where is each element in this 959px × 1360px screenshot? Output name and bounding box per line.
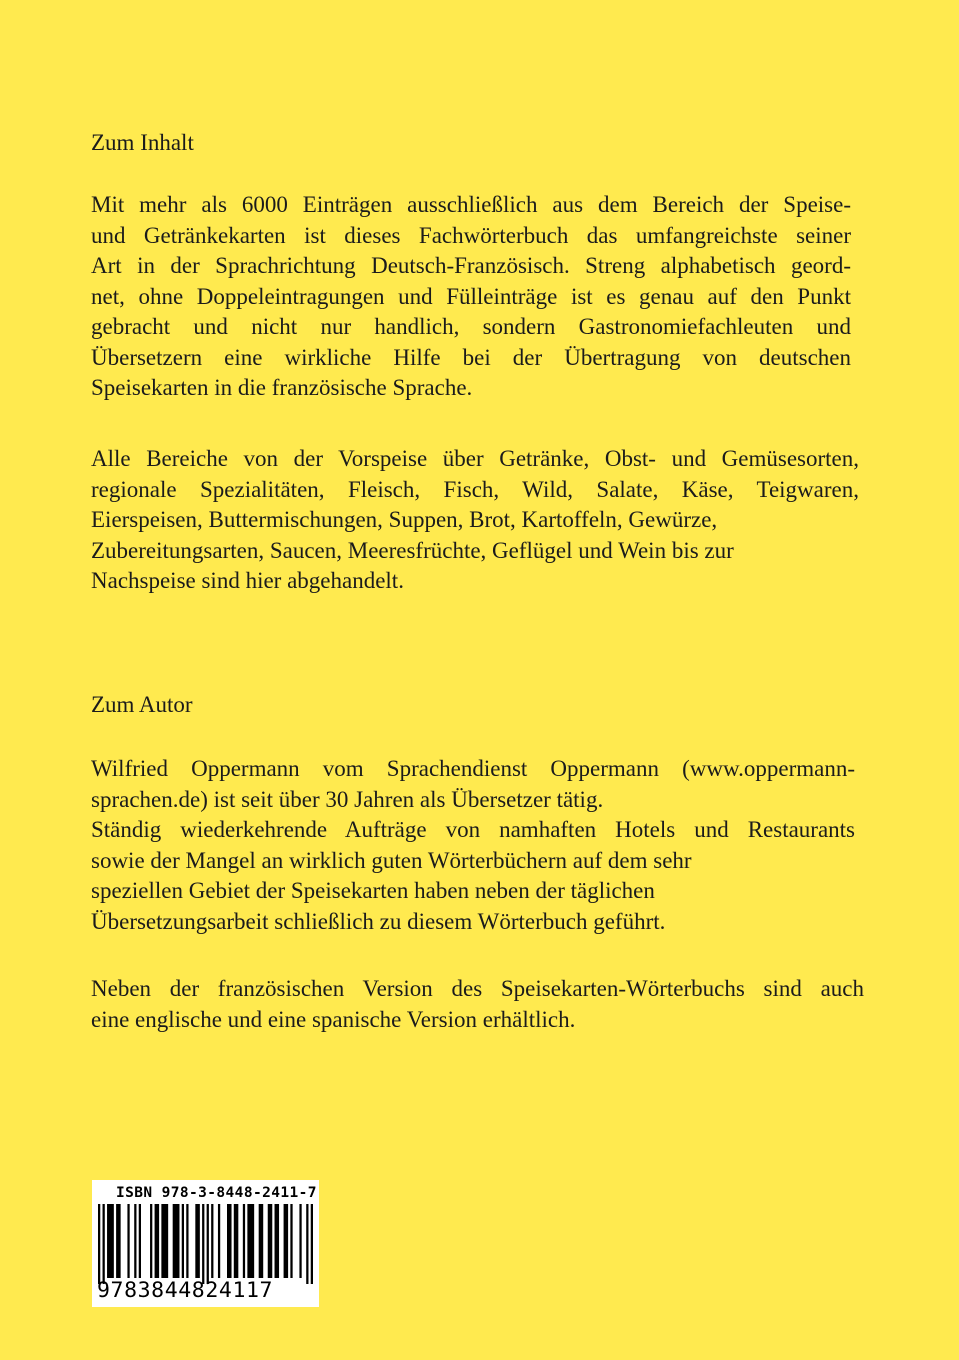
barcode-bar: [134, 1204, 136, 1278]
barcode-bar: [186, 1204, 188, 1278]
barcode-guard-bar: [98, 1204, 100, 1284]
barcode-bar: [247, 1204, 254, 1278]
barcode-bar: [182, 1204, 184, 1278]
barcode-bar: [127, 1204, 129, 1278]
autor-paragraph-2: [91, 974, 864, 1035]
section-heading-inhalt: Zum Inhalt: [91, 130, 194, 155]
barcode-bar: [107, 1204, 114, 1278]
barcode-bar: [211, 1204, 213, 1278]
barcode-bar: [227, 1204, 232, 1278]
text-line: gebracht und nicht nur handlich, sondern Gastronomiefachleuten und: [91, 314, 851, 339]
barcode-guard-bar: [306, 1204, 308, 1284]
barcode-guard-bar: [311, 1204, 313, 1284]
barcode-bar: [116, 1204, 121, 1278]
text-line: Mit mehr als 6000 Einträgen ausschließlich aus dem Bereich der Speise-: [91, 192, 851, 217]
text-line: Übersetzern eine wirkliche Hilfe bei der Übertragung von deutschen: [91, 344, 851, 370]
barcode-bar: [259, 1204, 264, 1278]
barcode-bar: [243, 1204, 245, 1278]
barcode-bar: [268, 1204, 273, 1278]
barcode-bar: [218, 1204, 220, 1278]
text-line: net, ohne Doppeleintragungen und Fülleinträge ist es genau auf den Punkt: [91, 283, 851, 309]
barcode-bar: [173, 1204, 180, 1278]
text-line: speziellen Gebiet der Speisekarten haben neben der täglichen: [91, 878, 655, 903]
text-line: regionale Spezialitäten, Fleisch, Fisch, Wild, Salate, Käse, Teigwaren,: [91, 476, 859, 502]
inhalt-paragraph-2: [91, 444, 859, 597]
ean-digits: 9783844824117: [97, 1278, 274, 1303]
barcode-bar: [195, 1204, 200, 1278]
autor-paragraph-1: [91, 754, 855, 937]
isbn-barcode: [92, 1180, 319, 1307]
barcode-guard-bar: [103, 1204, 105, 1284]
text-line: Art in der Sprachrichtung Deutsch-Französisch. Streng alphabetisch geord-: [91, 253, 851, 278]
text-line: sprachen.de) ist seit über 30 Jahren als Übersetzer tätig.: [91, 786, 604, 812]
barcode-bar: [299, 1204, 301, 1278]
text-line: Übersetzungsarbeit schließlich zu diesem Wörterbuch geführt.: [91, 908, 666, 934]
text-line: Wilfried Oppermann vom Sprachendienst Oppermann (www.oppermann-: [91, 756, 855, 781]
section-heading-autor: Zum Autor: [91, 692, 193, 717]
text-line: Ständig wiederkehrende Aufträge von namhaften Hotels und Restaurants: [91, 817, 855, 842]
text-line: Zubereitungsarten, Saucen, Meeresfrüchte, Geflügel und Wein bis zur: [91, 537, 734, 563]
barcode-bar: [139, 1204, 141, 1278]
barcode-bar: [155, 1204, 160, 1278]
barcode-bar: [275, 1204, 280, 1278]
barcode-guard-bar: [207, 1204, 209, 1284]
text-line: sowie der Mangel an wirklich guten Wörterbüchern auf dem sehr: [91, 847, 692, 873]
barcode-bar: [290, 1204, 292, 1278]
barcode-guard-bar: [202, 1204, 204, 1284]
text-line: Eierspeisen, Buttermischungen, Suppen, Brot, Kartoffeln, Gewürze,: [91, 507, 718, 532]
barcode-bar: [161, 1204, 168, 1278]
isbn-label: ISBN 978-3-8448-2411-7: [116, 1185, 317, 1201]
text-line: und Getränkekarten ist dieses Fachwörterbuch das umfangreichste seiner: [91, 222, 851, 248]
barcode-bar: [150, 1204, 152, 1278]
barcode-bar: [284, 1204, 289, 1278]
inhalt-paragraph-1: [91, 190, 851, 404]
text-line: Nachspeise sind hier abgehandelt.: [91, 568, 404, 593]
barcode-bar: [234, 1204, 239, 1278]
barcode-bars: [98, 1204, 313, 1284]
text-line: Neben der französischen Version des Speisekarten-Wörterbuchs sind auch: [91, 976, 864, 1001]
text-line: Speisekarten in die französische Sprache.: [91, 375, 473, 400]
text-line: eine englische und eine spanische Version erhältlich.: [91, 1006, 576, 1032]
text-line: Alle Bereiche von der Vorspeise über Getränke, Obst- und Gemüsesorten,: [91, 446, 859, 471]
